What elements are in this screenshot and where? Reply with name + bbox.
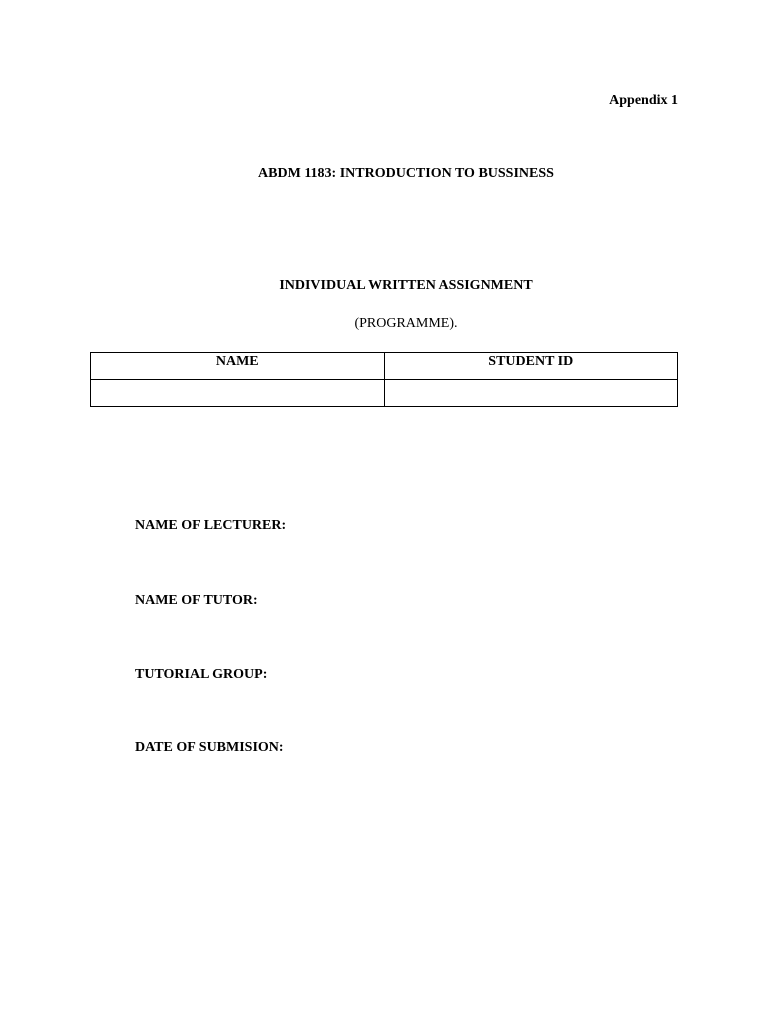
table-header-row: [91, 353, 678, 380]
programme-label: (PROGRAMME).: [354, 316, 458, 331]
column-header-name: NAME: [91, 353, 385, 380]
tutorial-group-field-label: TUTORIAL GROUP:: [135, 667, 268, 682]
course-title: ABDM 1183: INTRODUCTION TO BUSSINESS: [258, 166, 554, 181]
name-cell[interactable]: [91, 380, 385, 407]
appendix-label: Appendix 1: [609, 93, 678, 108]
table-row: [91, 380, 678, 407]
student-id-cell[interactable]: [384, 380, 678, 407]
lecturer-field-label: NAME OF LECTURER:: [135, 518, 287, 533]
column-header-student-id: STUDENT ID: [384, 353, 678, 380]
tutor-field-label: NAME OF TUTOR:: [135, 593, 258, 608]
submission-date-field-label: DATE OF SUBMISION:: [135, 740, 284, 755]
student-table: [90, 352, 678, 407]
assignment-title: INDIVIDUAL WRITTEN ASSIGNMENT: [279, 278, 533, 293]
